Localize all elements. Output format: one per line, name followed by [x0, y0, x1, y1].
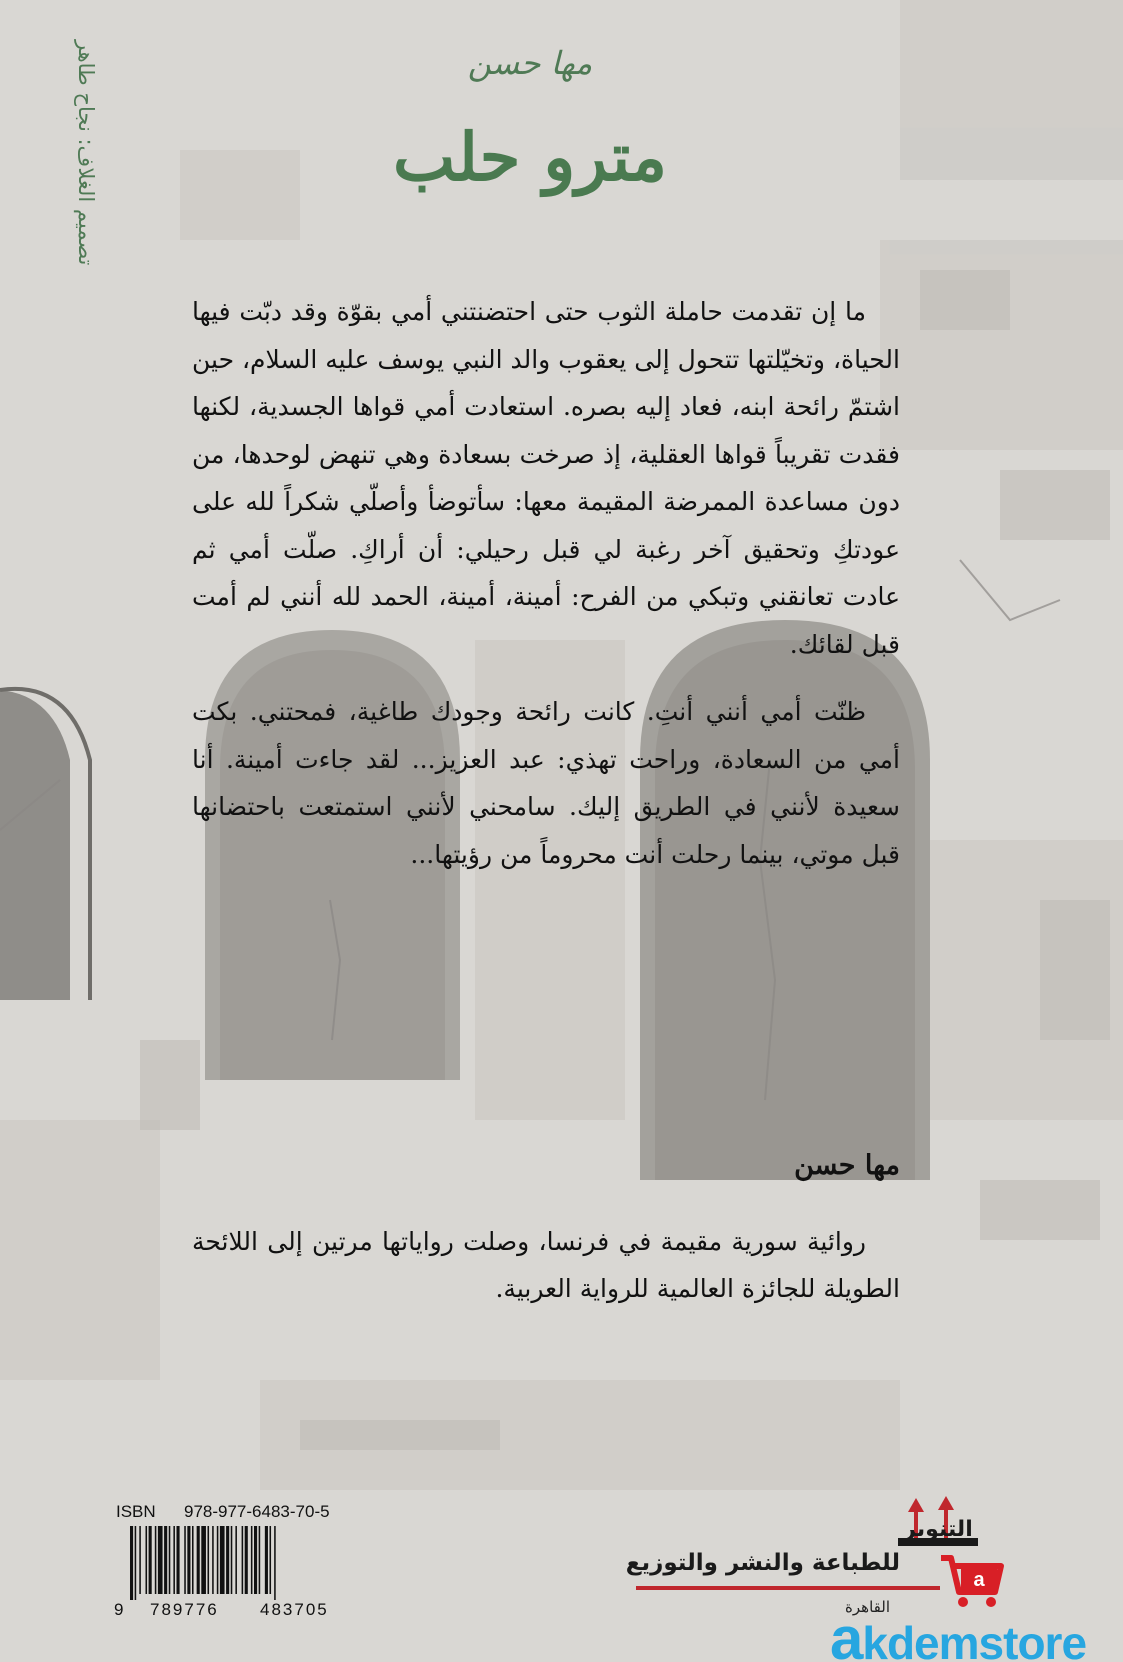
barcode-bar: [139, 1526, 141, 1594]
author-name: مها حسن: [794, 1150, 900, 1181]
author-header: مها حسن: [467, 44, 593, 82]
barcode-bar: [169, 1526, 171, 1594]
watermark-initial: a: [830, 1605, 863, 1662]
barcode-bar: [164, 1526, 167, 1594]
barcode-digits-left: 789776: [150, 1600, 219, 1619]
barcode-bar: [135, 1526, 137, 1600]
barcode-bar: [155, 1526, 157, 1594]
book-title: مترو حلب: [393, 118, 667, 196]
barcode-bar: [130, 1526, 133, 1600]
store-watermark: [830, 1604, 1123, 1662]
shopping-cart-icon: [935, 1548, 1007, 1610]
author-bio-text: روائية سورية مقيمة في فرنسا، وصلت رواياتها مرتين إلى اللائحة الطويلة للجائزة العالمية للرواية العربية.: [192, 1227, 900, 1303]
barcode-bar: [158, 1526, 163, 1594]
author-bio: [192, 1218, 900, 1312]
barcode-bar: [212, 1526, 214, 1594]
barcode-digit-first: 9: [114, 1600, 124, 1619]
barcode-digits: [112, 1600, 344, 1622]
barcode-bar: [245, 1526, 248, 1594]
barcode-bar: [242, 1526, 244, 1594]
barcode-digits-right: 483705: [260, 1600, 329, 1619]
isbn-label: ISBN: [116, 1502, 156, 1521]
barcode-bar: [265, 1526, 268, 1594]
barcode-bar: [146, 1526, 148, 1594]
watermark-text: kdemstore: [862, 1617, 1087, 1662]
publisher-divider: [636, 1586, 940, 1590]
barcode-bars: [112, 1526, 344, 1600]
svg-text:a: a: [973, 1569, 985, 1591]
barcode-bar: [235, 1526, 237, 1594]
barcode-bar: [220, 1526, 225, 1594]
barcode-bar: [177, 1526, 180, 1594]
barcode-bar: [217, 1526, 219, 1594]
isbn-line: [112, 1502, 344, 1524]
publisher-logo-text: التنوير: [903, 1517, 973, 1542]
isbn-barcode: [112, 1502, 344, 1622]
cover-design-credit: تصميم الغلاف: نجاح طاهر: [74, 40, 98, 266]
blurb-paragraph: ما إن تقدمت حاملة الثوب حتى احتضنتني أمي بقوّة وقد دبّت فيها الحياة، وتخيّلتها تتحول إلى يعقوب والد النبي يوسف عليه السلام، حين اشتمّ رائحة ابنه، فعاد إليه بصره. استعادت أمي قواها الجسدية، لكنها فقدت تقريباً قواها العقلية، إذ صرخت بسعادة وهي تنهض لوحدها، من دون مساعدة الممرضة المقيمة معها: سأتوضأ وأصلّي شكراً لله على عودتكِ وتحقيق آخر رغبة لي قبل رحيلي: أن أراكِ. صلّت أمي ثم عادت تعانقني وتبكي من الفرح: أمينة، أمينة، الحمد لله أنني لم أمت قبل لقائك.: [192, 297, 900, 659]
blurb-paragraph: ظنّت أمي أنني أنتِ. كانت رائحة وجودك طاغية، فمحتني. بكت أمي من السعادة، وراحت تهذي: عبد العزيز... لقد جاءت أمينة. أنا سعيدة لأنني في الطريق إليك. سامحني لأنني استمتعت باحتضانها قبل موتي، بينما رحلت أنت محروماً من رؤيتها...: [192, 697, 900, 869]
barcode-bar: [231, 1526, 233, 1594]
barcode-bar: [184, 1526, 186, 1594]
isbn-number: 978-977-6483-70-5: [184, 1502, 330, 1521]
barcode-bar: [259, 1526, 261, 1594]
barcode-bar: [197, 1526, 200, 1594]
publisher-city: القاهرة: [845, 1598, 890, 1616]
barcode-bar: [274, 1526, 276, 1600]
barcode-bar: [149, 1526, 152, 1594]
barcode-bar: [270, 1526, 272, 1594]
publisher-name: للطباعة والنشر والتوزيع: [625, 1550, 900, 1576]
barcode-bar: [187, 1526, 190, 1594]
barcode-bar: [201, 1526, 206, 1594]
barcode-bar: [173, 1526, 175, 1594]
barcode-bar: [208, 1526, 210, 1594]
barcode-bar: [251, 1526, 253, 1594]
barcode-bar: [254, 1526, 257, 1594]
book-blurb: [192, 288, 900, 898]
barcode-bar: [192, 1526, 194, 1594]
barcode-bar: [226, 1526, 229, 1594]
